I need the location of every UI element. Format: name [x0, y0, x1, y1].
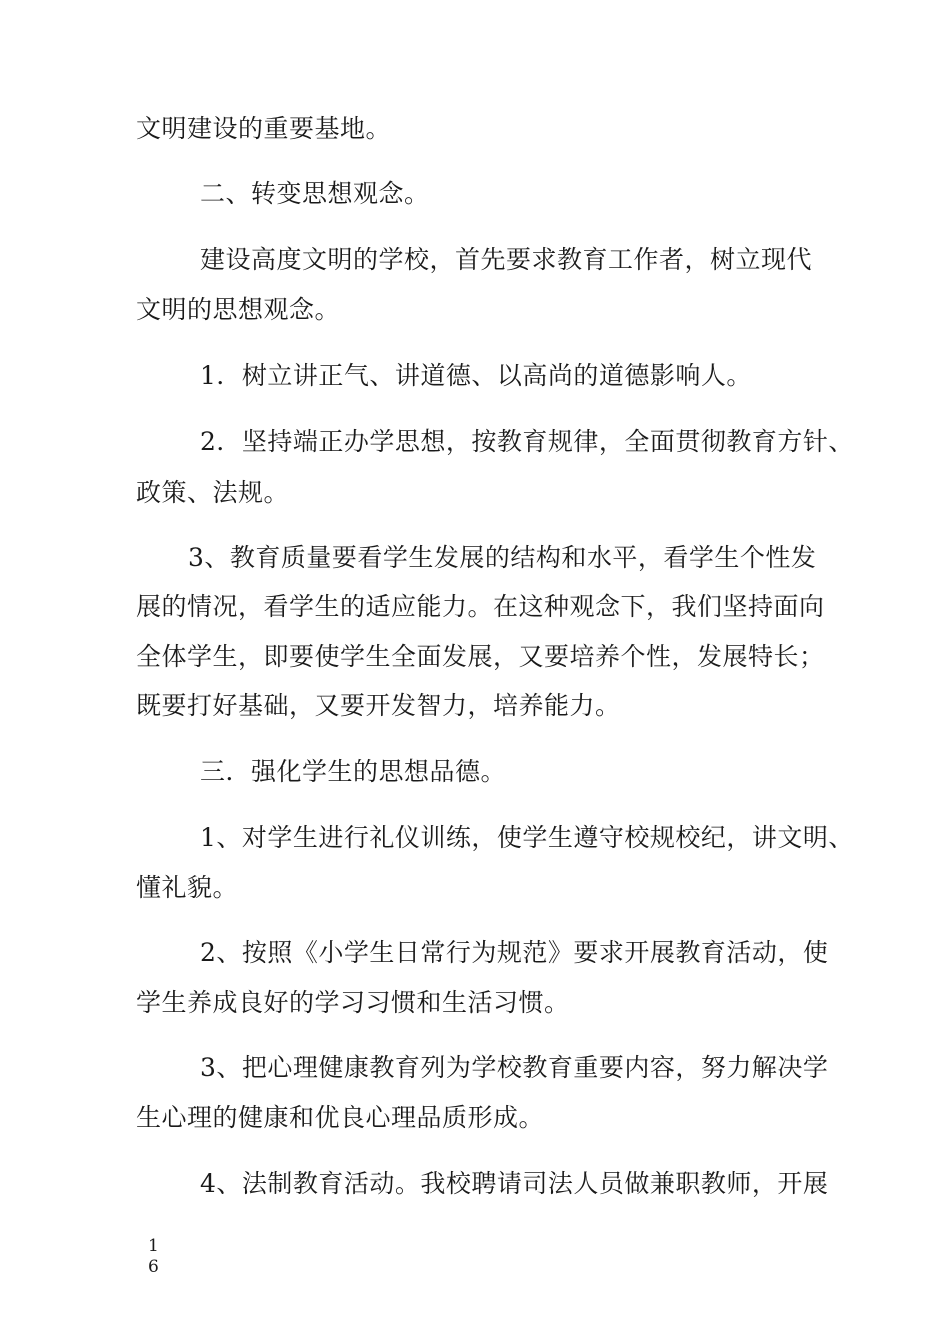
text-line: 既要打好基础，又要开发智力，培养能力。 [136, 691, 621, 720]
section-heading: 二、转变思想观念。 [200, 179, 430, 208]
text-line: 文明建设的重要基地。 [136, 114, 392, 143]
text-line: 政策、法规。 [136, 478, 290, 507]
page-number-digit: 6 [148, 1257, 159, 1277]
list-item: 2．坚持端正办学思想，按教育规律，全面贯彻教育方针、 [200, 427, 854, 456]
list-item: 4、法制教育活动。我校聘请司法人员做兼职教师，开展 [200, 1169, 829, 1198]
list-item: 3、教育质量要看学生发展的结构和水平，看学生个性发 [188, 543, 817, 572]
text-line: 展的情况，看学生的适应能力。在这种观念下，我们坚持面向 [136, 592, 825, 621]
list-item: 3、把心理健康教育列为学校教育重要内容，努力解决学 [200, 1053, 829, 1082]
text-line: 生心理的健康和优良心理品质形成。 [136, 1103, 545, 1132]
list-item: 2、按照《小学生日常行为规范》要求开展教育活动，使 [200, 938, 829, 967]
list-item: 1．树立讲正气、讲道德、以高尚的道德影响人。 [200, 361, 752, 390]
text-line: 懂礼貌。 [136, 873, 239, 902]
page-number-digit: 1 [148, 1236, 159, 1256]
text-line: 建设高度文明的学校，首先要求教育工作者，树立现代 [200, 245, 813, 274]
text-line: 文明的思想观念。 [136, 295, 341, 324]
list-item: 1、对学生进行礼仪训练，使学生遵守校规校纪，讲文明、 [200, 823, 854, 852]
text-line: 学生养成良好的学习习惯和生活习惯。 [136, 988, 570, 1017]
text-line: 全体学生，即要使学生全面发展，又要培养个性，发展特长； [136, 642, 825, 671]
section-heading: 三．强化学生的思想品德。 [200, 757, 507, 786]
